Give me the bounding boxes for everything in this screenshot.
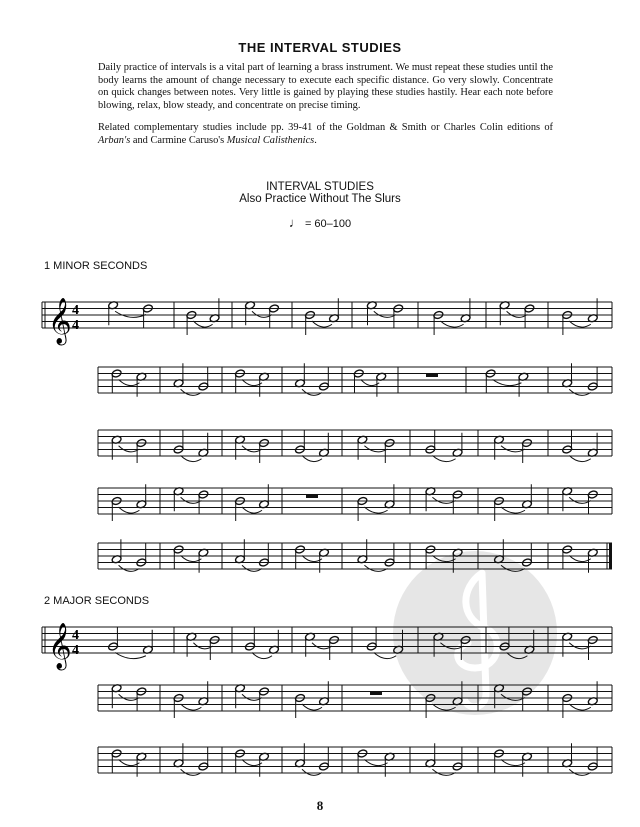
- slur: [501, 565, 525, 571]
- whole-rest: [426, 374, 438, 378]
- slur: [312, 643, 332, 649]
- time-signature-top: 4: [72, 628, 79, 643]
- whole-rest: [306, 495, 318, 499]
- whole-rest: [370, 692, 382, 696]
- slur: [242, 694, 262, 700]
- exercise-label-2: 2 MAJOR SECONDS: [44, 595, 150, 607]
- slur: [569, 497, 591, 503]
- slur: [181, 497, 202, 503]
- slur: [302, 769, 322, 775]
- quarter-note-icon: ♩: [288, 215, 302, 230]
- treble-clef-icon: 𝄞: [48, 298, 72, 344]
- section-subtitle: Also Practice Without The Slurs: [239, 193, 401, 205]
- slur: [242, 565, 262, 571]
- slur: [432, 769, 455, 775]
- slur: [501, 446, 525, 452]
- slur: [569, 389, 591, 395]
- treble-clef-icon: 𝄞: [48, 623, 72, 669]
- page-title: THE INTERVAL STUDIES: [238, 40, 402, 55]
- intro-paragraph-2-end: .: [314, 134, 317, 146]
- slur: [374, 311, 396, 317]
- slur: [119, 565, 140, 571]
- book-title-arbans: Arban's: [98, 134, 131, 146]
- time-signature-bottom: 4: [72, 643, 79, 658]
- page-number: 8: [316, 798, 324, 813]
- slur: [364, 565, 387, 571]
- section-title: INTERVAL STUDIES: [266, 181, 374, 193]
- slur: [507, 311, 528, 317]
- slur: [302, 389, 322, 395]
- slur: [181, 389, 202, 395]
- slur: [252, 311, 272, 317]
- slur: [569, 769, 591, 775]
- book-title-musical-calisthenics: Musical Calisthenics: [226, 134, 315, 146]
- intro-paragraph-1: Daily practice of intervals is a vital part of learning a brass instrument. We must repeat these studies until the body learns the amount of change necessary to execute each specific distance. Go very slowly. Concentrate on quick changes between notes. Very little is gained by playing these studies hastily. Hear each note before blowing, relax, blow steady, and concentrate on precise timing.: [98, 62, 553, 111]
- slur: [119, 446, 140, 452]
- exercise-label-1: 1 MINOR SECONDS: [44, 260, 148, 272]
- slur: [242, 446, 262, 452]
- slur: [440, 643, 463, 649]
- intro-paragraph-2-start: Related complementary studies include pp. 39-41 of the Goldman & Smith or Charles Colin editions of: [98, 122, 553, 134]
- slur: [569, 643, 591, 649]
- slur: [115, 311, 146, 317]
- slur: [193, 643, 212, 649]
- tempo-text: = 60–100: [304, 218, 352, 230]
- slur: [364, 446, 387, 452]
- slur: [501, 694, 525, 700]
- slur: [119, 694, 140, 700]
- intro-paragraph-2-mid: and Carmine Caruso's: [130, 134, 227, 146]
- time-signature-top: 4: [72, 303, 79, 318]
- time-signature-bottom: 4: [72, 318, 79, 333]
- slur: [181, 769, 202, 775]
- final-barline: [609, 543, 612, 569]
- slur: [432, 497, 455, 503]
